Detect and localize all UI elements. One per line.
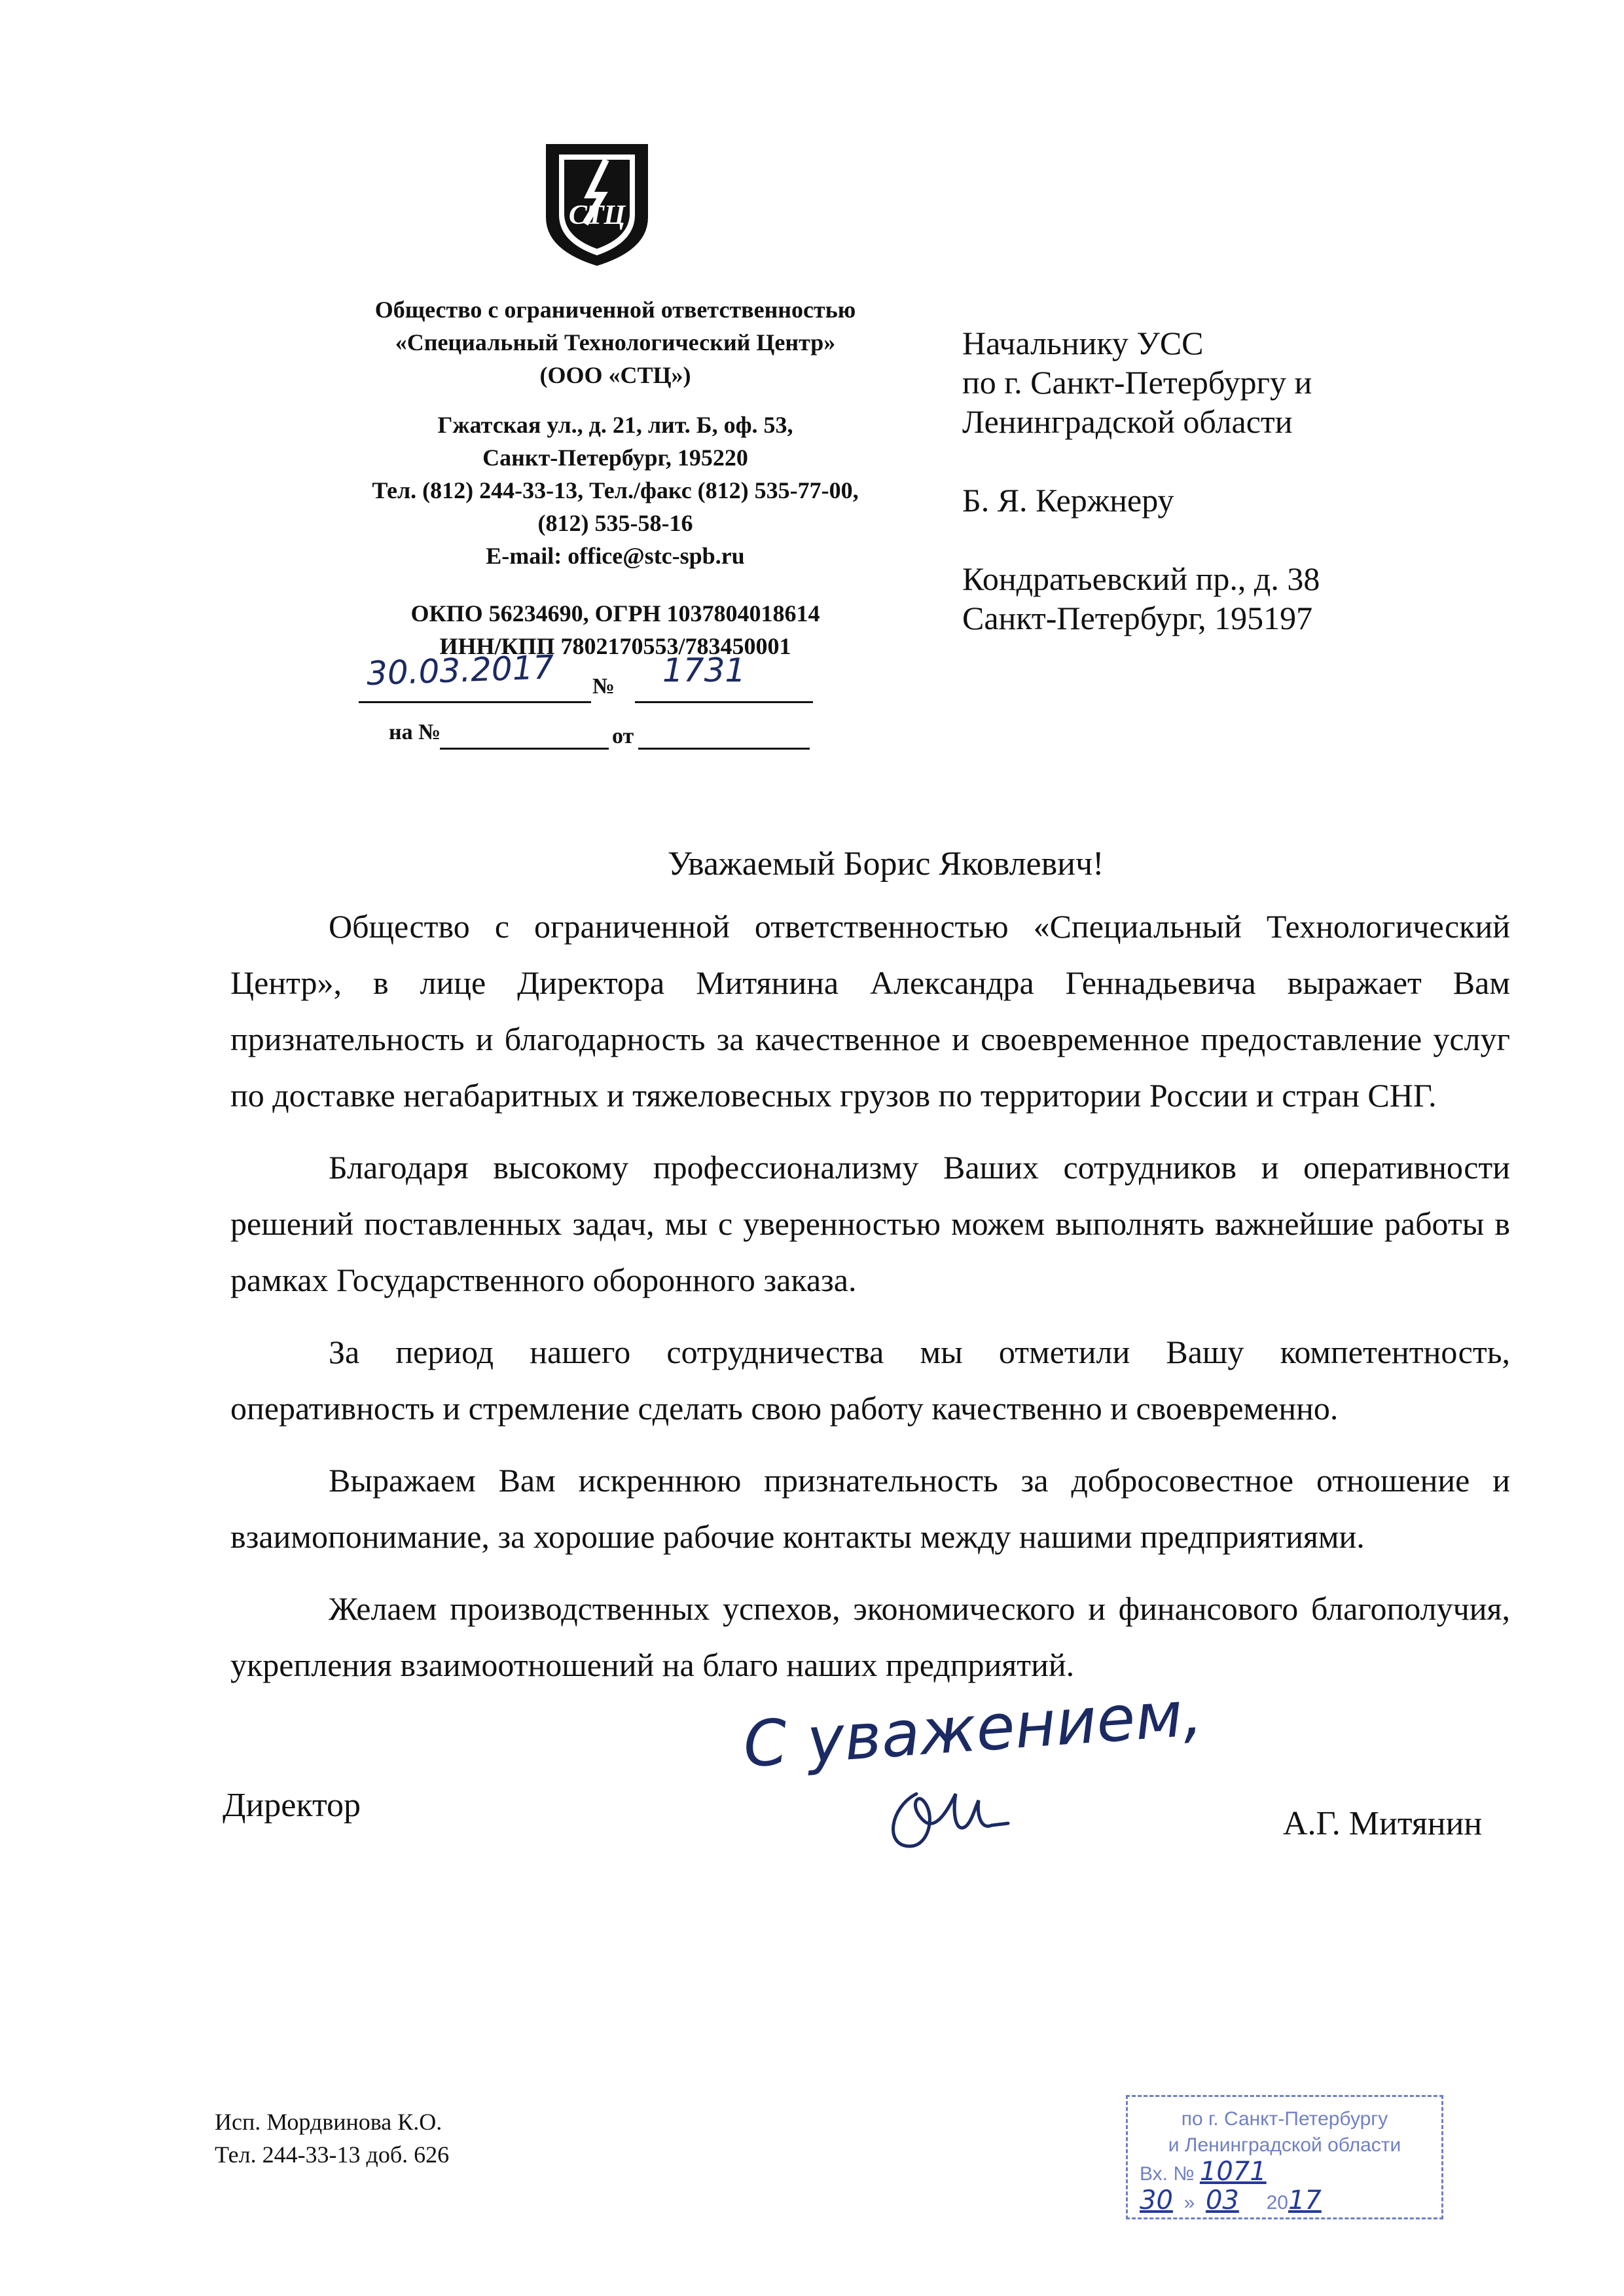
stamp-number-label: Вх. № (1140, 2163, 1195, 2185)
org-codes-line1: ОКПО 56234690, ОГРН 1037804018614 (410, 600, 820, 627)
stamp-number: 1071 (1199, 2157, 1267, 2187)
director-signature (877, 1768, 1034, 1859)
signer-name: А.Г. Митянин (1283, 1805, 1483, 1842)
stamp-year-suffix: 17 (1288, 2185, 1322, 2215)
org-email: E-mail: office@stc-spb.ru (486, 543, 745, 569)
stamp-year-prefix: 20 (1266, 2192, 1288, 2214)
stamp-date-row: 30 » 03 2017 (1140, 2185, 1322, 2215)
executor-phone: Тел. 244-33-13 доб. 626 (215, 2141, 450, 2168)
letter-body (230, 898, 1510, 1709)
org-full-name-line1: Общество с ограниченной ответственностью (374, 297, 856, 323)
reference-number-line (440, 720, 609, 750)
addressee-position-line3: Ленинградской области (962, 403, 1293, 440)
org-address-line2: Санкт-Петербург, 195220 (482, 445, 748, 471)
org-codes-line2: ИНН/КПП 7802170553/783450001 (439, 633, 791, 659)
addressee-block (962, 323, 1551, 638)
stamp-day: 30 (1140, 2185, 1173, 2215)
outgoing-number: 1731 (662, 651, 746, 689)
letterhead-org-block (288, 293, 943, 663)
addressee-position-line2: по г. Санкт-Петербургу и (962, 364, 1312, 401)
logo-text: СТЦ (568, 200, 626, 230)
executor-name: Исп. Мордвинова К.О. (215, 2109, 442, 2135)
addressee-address-line1: Кондратьевский пр., д. 38 (962, 560, 1320, 597)
executor-block (215, 2105, 449, 2171)
org-full-name-line2: «Специальный Технологический Центр» (395, 329, 836, 355)
stamp-line2: и Ленинградской области (1168, 2134, 1401, 2156)
letter-paragraph: Выражаем Вам искреннюю признательность за добросовестное отношение и взаимопонимание, за хорошие рабочие контакты между нашими предприятиями. (230, 1462, 1510, 1555)
reference-number-label: на № (389, 720, 441, 744)
stamp-month: 03 (1205, 2185, 1239, 2215)
letter-paragraph: За период нашего сотрудничества мы отметили Вашу компетентность, оперативность и стремление сделать свою работу качественно и своевременно. (230, 1334, 1510, 1427)
stamp-number-row (1140, 2159, 1430, 2187)
letter-paragraph: Общество с ограниченной ответственностью «Специальный Технологический Центр», в лице Директора Митянина Александра Геннадьевича выражает Вам признательность и благодарность за качественное и своевременное предоставление услуг по доставке негабаритных и тяжеловесных грузов по территории России и стран СНГ. (230, 908, 1510, 1114)
org-address-line1: Гжатская ул., д. 21, лит. Б, оф. 53, (437, 412, 793, 438)
salutation: Уважаемый Борис Яковлевич! (668, 845, 1104, 883)
outgoing-date: 30.03.2017 (366, 648, 555, 693)
company-logo (542, 140, 652, 268)
stamp-line1: по г. Санкт-Петербургу (1181, 2108, 1388, 2130)
letter-paragraph: Желаем производственных успехов, экономического и финансового благополучия, укрепления взаимоотношений на благо наших предприятий. (230, 1590, 1510, 1683)
org-phone-line1: Тел. (812) 244-33-13, Тел./факс (812) 535-77-00, (372, 477, 859, 503)
addressee-name: Б. Я. Кержнеру (962, 482, 1174, 519)
signer-title: Директор (223, 1787, 361, 1824)
outgoing-number-label: № (592, 674, 615, 699)
org-short-name: (ООО «СТЦ») (539, 362, 691, 388)
addressee-position-line1: Начальнику УСС (962, 325, 1204, 361)
incoming-registration-stamp (1126, 2095, 1443, 2219)
letter-paragraph: Благодаря высокому профессионализму Ваших сотрудников и оперативности решений поставленных задач, мы с уверенностью можем выполнять важнейшие работы в рамках Государственного оборонного заказа. (230, 1149, 1510, 1298)
handwritten-closing: С уважением, (740, 1676, 1205, 1782)
reference-from-label: от (612, 724, 634, 748)
org-phone-line2: (812) 535-58-16 (537, 510, 693, 536)
addressee-address-line2: Санкт-Петербург, 195197 (962, 600, 1313, 636)
reference-date-line (638, 720, 810, 750)
